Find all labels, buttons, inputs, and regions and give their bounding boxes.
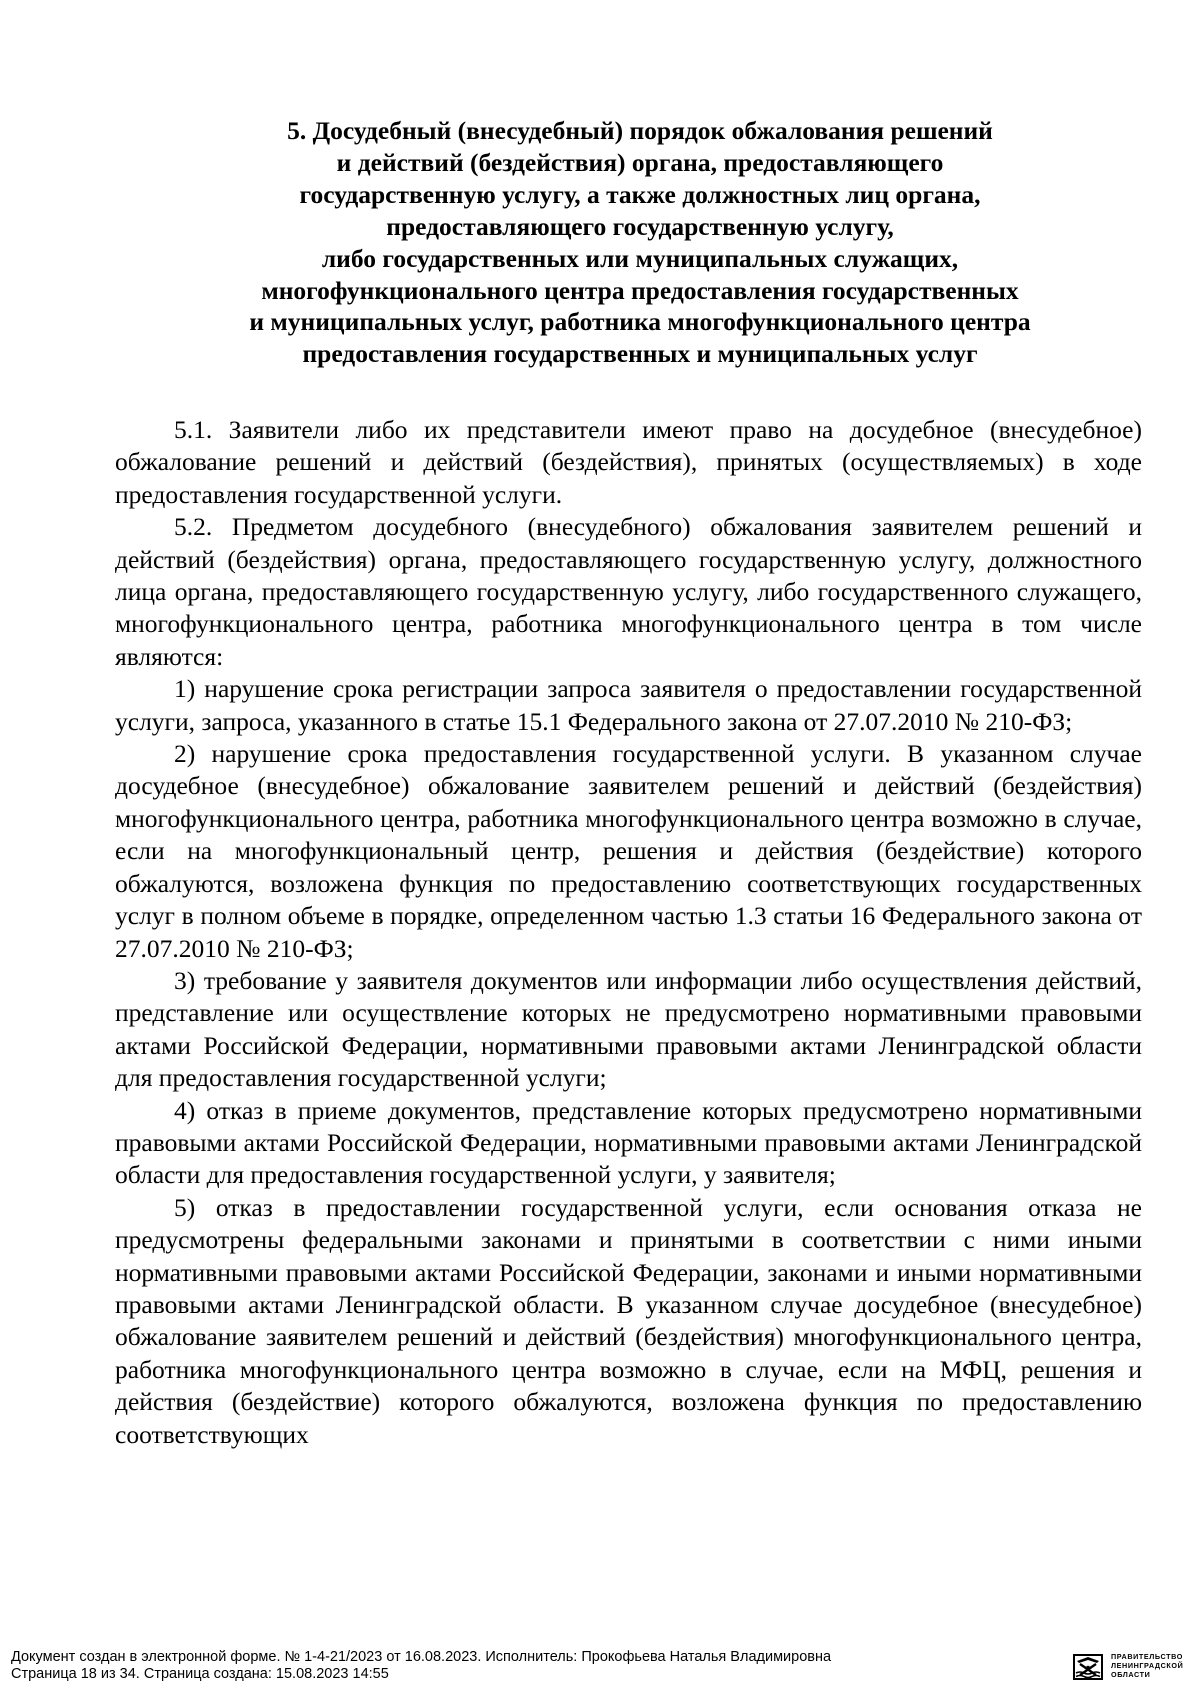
heading-line: и действий (бездействия) органа, предоставляющего [336,147,944,177]
paragraph-5-1: 5.1. Заявители либо их представители имеют право на досудебное (внесудебное) обжалование решений и действий (бездействия), принятых (осуществляемых) в ходе предоставления государственной услуги. [115,415,1142,509]
list-item-3: 3) требование у заявителя документов или информации либо осуществления действий, представление или осуществление которых не предусмотрено нормативными правовыми актами Российской Федерации, нормативными правовыми актами Ленинградской области для предоставления государственной услуги; [115,965,1142,1093]
list-item-1: 1) нарушение срока регистрации запроса заявителя о предоставлении государственной услуги, запроса, указанного в статье 15.1 Федерального закона от 27.07.2010 № 210-ФЗ; [115,674,1142,736]
electronic-document-footer [11,1649,1011,1683]
government-logo [1072,1650,1192,1692]
list-item-2: 2) нарушение срока предоставления государственной услуги. В указанном случае досудебное (внесудебное) обжалование заявителем решений и действий (бездействия) многофункционального центра, работника многофункционального центра возможно в случае, если на многофункциональный центр, решения и действия (бездействие) которого обжалуются, возложена функция по предоставлению соответствующих государственных услуг в полном объеме в порядке, определенном частью 1.3 статьи 16 Федерального закона от 27.07.2010 № 210-ФЗ; [115,739,1142,963]
logo-text-line: ОБЛАСТИ [1111,1670,1151,1679]
heading-line: многофункционального центра предоставления государственных [261,275,1019,305]
list-item-5: 5) отказ в предоставлении государственной услуги, если основания отказа не предусмотрены федеральными законами и принятыми в соответствии с ними иными нормативными правовыми актами Российской Федерации, законами и иными нормативными правовыми актами Ленинградской области. В указанном случае досудебное (внесудебное) обжалование заявителем решений и действий (бездействия) многофункционального центра, работника многофункционального центра возможно в случае, если на МФЦ, решения и действия (бездействие) которого обжалуются, возложена функция по предоставлению соответствующих [115,1192,1142,1449]
logo-text-line: ЛЕНИНГРАДСКОЙ [1111,1661,1184,1670]
heading-line: либо государственных или муниципальных служащих, [321,243,959,273]
government-logo-text [1111,1652,1183,1679]
document-info-line: Документ создан в электронной форме. № 1-4-21/2023 от 16.08.2023. Исполнитель: Прокофьева Наталья Владимировна [11,1649,832,1665]
list-item-4: 4) отказ в приеме документов, представление которых предусмотрено нормативными правовыми актами Российской Федерации, нормативными правовыми актами Ленинградской области для предоставления государственной услуги, у заявителя; [115,1095,1142,1190]
page-info-line: Страница 18 из 34. Страница создана: 15.08.2023 14:55 [11,1666,389,1682]
leningrad-region-emblem-icon [1072,1653,1104,1681]
heading-line: предоставления государственных и муниципальных услуг [302,339,978,369]
heading-line: и муниципальных услуг, работника многофункционального центра [249,307,1031,337]
heading-line: предоставляющего государственную услугу, [386,211,894,241]
heading-line: государственную услугу, а также должностных лиц органа, [299,179,981,209]
section-heading [150,115,1130,370]
document-body [115,414,1142,1451]
logo-text-line: ПРАВИТЕЛЬСТВО [1111,1652,1183,1661]
paragraph-5-2: 5.2. Предметом досудебного (внесудебного) обжалования заявителем решений и действий (бездействия) органа, предоставляющего государственную услугу, должностного лица органа, предоставляющего государственную услугу, либо государственного служащего, многофункционального центра, работника многофункционального центра в том числе являются: [115,512,1142,671]
heading-line: 5. Досудебный (внесудебный) порядок обжалования решений [287,116,993,145]
